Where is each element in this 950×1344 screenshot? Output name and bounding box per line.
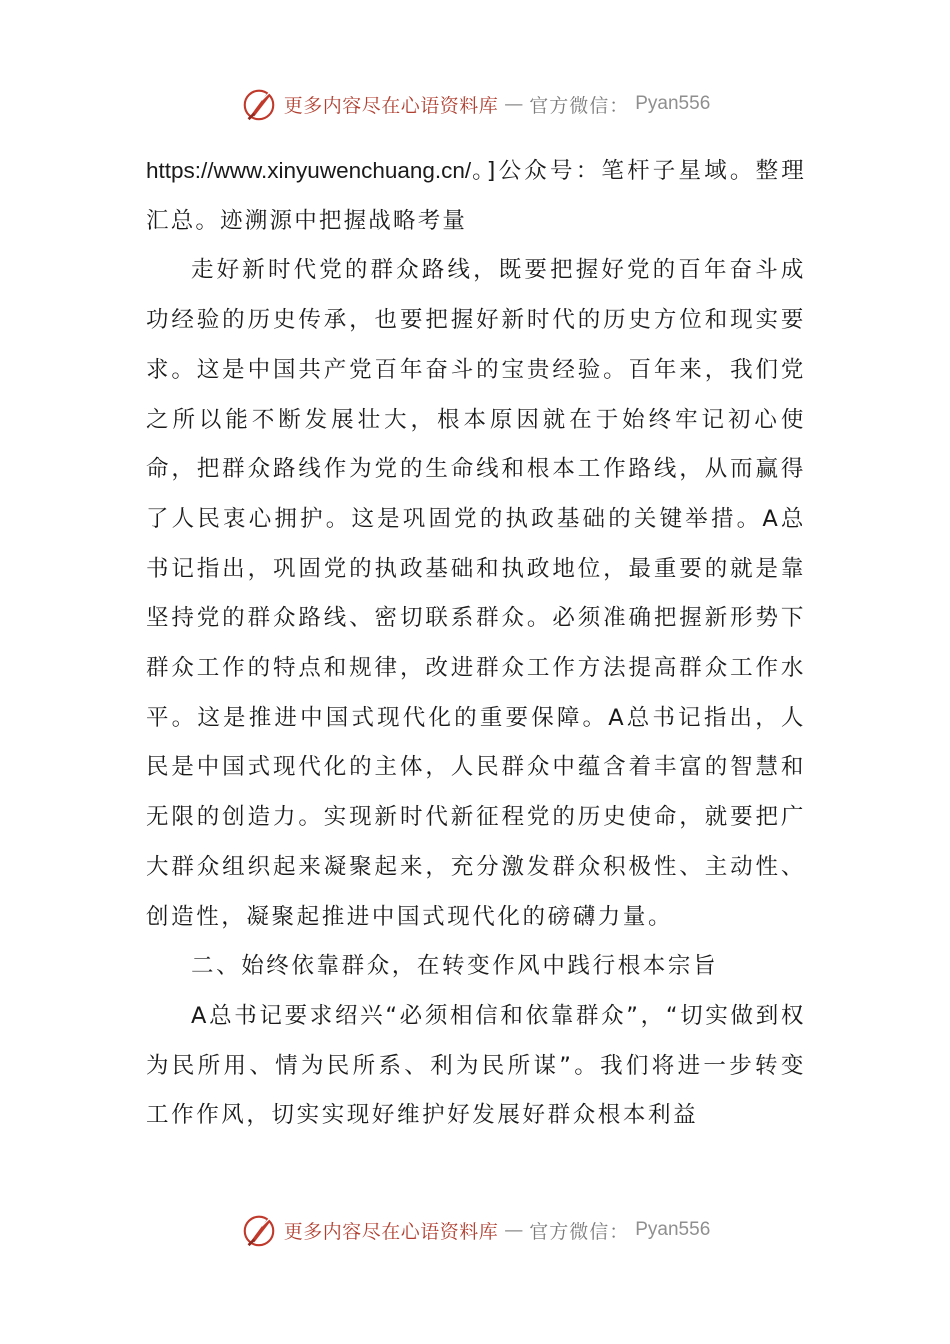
banner-wechat-id: Pyan556	[635, 93, 711, 114]
paragraph-shaoxing: A总书记要求绍兴“必须相信和依靠群众”，“切实做到权为民所用、情为民所系、利为民所谋”。我们将进一步转变工作作风，切实实现好维护好发展好群众根本利益	[146, 1002, 806, 1129]
paragraph-mass-line: 走好新时代党的群众路线，既要把握好党的百年奋斗成功经验的历史传承，也要把握好新时代的历史方位和现实要求。这是中国共产党百年奋斗的宝贵经验。百年来，我们党之所以能不断发展壮大，根本原因就在于始终牢记初心使命，把群众路线作为党的生命线和根本工作路线，从而赢得了人民衷心拥护。这是巩固党的执政基础的关键举措。A总书记指出，巩固党的执政基础和执政地位，最重要的就是靠坚持党的群众路线、密切联系群众。必须准确把握新形势下群众工作的特点和规律，改进群众工作方法提高群众工作水平。这是推进中国式现代化的重要保障。A总书记指出，人民是中国式现代化的主体，人民群众中蕴含着丰富的智慧和无限的创造力。实现新时代新征程党的历史使命，就要把广大群众组织起来凝聚起来，充分激发群众积极性、主动性、创造性，凝聚起推进中国式现代化的磅礴力量。	[146, 257, 806, 930]
header-banner	[0, 82, 950, 126]
paragraph-intro	[146, 146, 806, 246]
banner-wechat-label: 官方微信：	[529, 94, 630, 117]
banner-slogan: 更多内容尽在心语资料库	[283, 1220, 499, 1243]
intro-text: 。]公众号：笔杆子星域。整理汇总。迹溯源中把握战略考量	[146, 158, 806, 234]
section-heading-2: 二、始终依靠群众，在转变作风中践行根本宗旨	[191, 953, 719, 980]
banner-dash: —	[504, 93, 524, 115]
quill-logo-icon	[240, 85, 278, 123]
footer-banner	[0, 1208, 950, 1252]
quill-logo-icon	[240, 1211, 278, 1249]
banner-wechat-id: Pyan556	[635, 1219, 711, 1240]
banner-slogan: 更多内容尽在心语资料库	[283, 94, 499, 117]
document-body	[146, 146, 806, 1196]
source-url[interactable]: https://www.xinyuwenchuang.cn/	[146, 158, 472, 183]
banner-dash: —	[504, 1219, 524, 1241]
banner-wechat-label: 官方微信：	[529, 1220, 630, 1243]
